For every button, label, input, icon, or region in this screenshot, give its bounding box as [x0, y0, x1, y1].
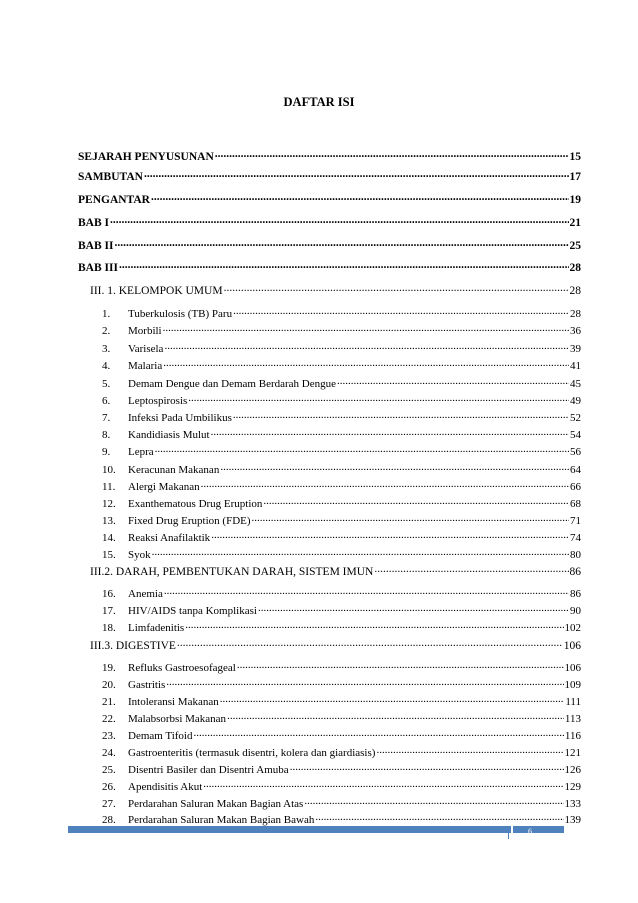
toc-item-label: Anemia: [128, 588, 163, 600]
toc-entry-sejarah[interactable]: [78, 148, 581, 163]
toc-item-page: 121: [564, 747, 581, 759]
toc-item-page: 129: [564, 781, 581, 793]
toc-item-label: Keracunan Makanan: [128, 464, 220, 476]
toc-entry-page: 28: [569, 261, 581, 274]
toc-item[interactable]: [102, 762, 581, 776]
toc-item-label: Demam Tifoid: [128, 730, 193, 742]
toc-item[interactable]: [102, 728, 581, 742]
toc-item-page: 36: [570, 325, 581, 337]
toc-item[interactable]: [102, 323, 581, 337]
toc-section-digestive[interactable]: [90, 637, 581, 652]
toc-item-number: 16.: [102, 588, 116, 600]
toc-entry-pengantar[interactable]: [78, 191, 581, 206]
toc-item-label: Perdarahan Saluran Makan Bagian Bawah: [128, 814, 315, 826]
toc-item-number: 9.: [102, 446, 111, 458]
toc-item-page: 139: [564, 814, 581, 826]
toc-item[interactable]: [102, 711, 581, 725]
toc-item-page: 54: [570, 429, 581, 441]
toc-item-page: 90: [570, 605, 581, 617]
toc-item[interactable]: [102, 427, 581, 441]
toc-item-page: 80: [570, 549, 581, 561]
toc-item-page: 52: [570, 412, 581, 424]
toc-item-number: 20.: [102, 679, 116, 691]
toc-item-number: 10.: [102, 464, 116, 476]
toc-item-page: 109: [564, 679, 581, 691]
toc-item-page: 68: [570, 498, 581, 510]
toc-item[interactable]: [102, 660, 581, 674]
toc-item-label: HIV/AIDS tanpa Komplikasi: [128, 605, 257, 617]
toc-item[interactable]: [102, 479, 581, 493]
toc-item-label: Lepra: [128, 446, 154, 458]
toc-item[interactable]: [102, 496, 581, 510]
toc-entry-page: 17: [569, 170, 581, 183]
toc-item-number: 3.: [102, 343, 111, 355]
toc-item-number: 5.: [102, 378, 111, 390]
toc-entry-page: 25: [569, 239, 581, 252]
toc-item[interactable]: [102, 513, 581, 527]
toc-item-label: Alergi Makanan: [128, 481, 200, 493]
toc-item-number: 27.: [102, 798, 116, 810]
toc-item-number: 8.: [102, 429, 111, 441]
toc-item-number: 23.: [102, 730, 116, 742]
toc-item[interactable]: [102, 376, 581, 390]
toc-item-label: Malabsorbsi Makanan: [128, 713, 227, 725]
toc-item-number: 25.: [102, 764, 116, 776]
toc-item-number: 1.: [102, 308, 111, 320]
toc-item-label: Leptospirosis: [128, 395, 188, 407]
toc-section-page: 86: [569, 565, 581, 578]
toc-item-number: 13.: [102, 515, 116, 527]
toc-entry-label: BAB I: [78, 216, 109, 229]
toc-item-number: 22.: [102, 713, 116, 725]
toc-item-page: 113: [564, 713, 581, 725]
toc-item-label: Tuberkulosis (TB) Paru: [128, 308, 233, 320]
toc-item-label: Fixed Drug Eruption (FDE): [128, 515, 251, 527]
toc-item[interactable]: [102, 745, 581, 759]
toc-item-number: 17.: [102, 605, 116, 617]
toc-item-label: Perdarahan Saluran Makan Bagian Atas: [128, 798, 304, 810]
toc-item[interactable]: [102, 796, 581, 810]
footer-tick: [508, 833, 509, 839]
toc-item-label: Malaria: [128, 360, 163, 372]
toc-item-label: Gastritis: [128, 679, 166, 691]
toc-item[interactable]: [102, 306, 581, 320]
toc-item[interactable]: [102, 694, 581, 708]
toc-item[interactable]: [102, 812, 581, 826]
page-title: DAFTAR ISI: [283, 95, 355, 109]
footer-separator: [511, 826, 513, 838]
toc-item-page: 111: [565, 696, 581, 708]
toc-item[interactable]: [102, 677, 581, 691]
toc-item-page: 56: [570, 446, 581, 458]
toc-entry-bab-3[interactable]: [78, 259, 581, 274]
toc-entry-label: BAB III: [78, 261, 118, 274]
toc-item-label: Infeksi Pada Umbilikus: [128, 412, 232, 424]
toc-entry-label: SAMBUTAN: [78, 170, 143, 183]
toc-item-page: 64: [570, 464, 581, 476]
footer-bar: [68, 826, 564, 833]
toc-item-label: Intoleransi Makanan: [128, 696, 219, 708]
toc-section-kelompok-umum[interactable]: [90, 282, 581, 297]
toc-section-page: 28: [569, 284, 581, 297]
toc-item-number: 15.: [102, 549, 116, 561]
toc-item[interactable]: [102, 603, 581, 617]
toc-item[interactable]: [102, 586, 581, 600]
toc-item-page: 49: [570, 395, 581, 407]
toc-item-page: 66: [570, 481, 581, 493]
toc-item-page: 39: [570, 343, 581, 355]
toc-entry-label: BAB II: [78, 239, 114, 252]
toc-item[interactable]: [102, 341, 581, 355]
toc-item-number: 19.: [102, 662, 116, 674]
toc-item-number: 12.: [102, 498, 116, 510]
toc-item-label: Morbili: [128, 325, 162, 337]
toc-entry-page: 15: [569, 150, 581, 163]
toc-item-page: 28: [570, 308, 581, 320]
toc-item-page: 45: [570, 378, 581, 390]
toc-item-page: 133: [564, 798, 581, 810]
toc-entry-bab-1[interactable]: [78, 214, 581, 229]
toc-item-number: 28.: [102, 814, 116, 826]
toc-item-label: Reaksi Anafilaktik: [128, 532, 211, 544]
toc-item-label: Apendisitis Akut: [128, 781, 203, 793]
toc-entry-bab-2[interactable]: [78, 237, 581, 252]
toc-entry-label: PENGANTAR: [78, 193, 150, 206]
page-number: 6: [528, 827, 532, 836]
toc-item-number: 6.: [102, 395, 111, 407]
toc-item-label: Kandidiasis Mulut: [128, 429, 210, 441]
toc-section-label: III.2. DARAH, PEMBENTUKAN DARAH, SISTEM IMUN: [90, 565, 374, 578]
toc-section-darah[interactable]: [90, 563, 581, 578]
toc-entry-sambutan[interactable]: [78, 168, 581, 183]
toc-item[interactable]: [102, 530, 581, 544]
toc-item[interactable]: [102, 358, 581, 372]
toc-item-number: 11.: [102, 481, 116, 493]
toc-item-label: Varisela: [128, 343, 164, 355]
toc-entry-label: SEJARAH PENYUSUNAN: [78, 150, 214, 163]
toc-entry-page: 19: [569, 193, 581, 206]
toc-item[interactable]: [102, 462, 581, 476]
toc-item-number: 21.: [102, 696, 116, 708]
toc-item-label: Gastroenteritis (termasuk disentri, kolera dan giardiasis): [128, 747, 376, 759]
toc-item-page: 116: [564, 730, 581, 742]
toc-item-number: 4.: [102, 360, 111, 372]
toc-item-number: 24.: [102, 747, 116, 759]
toc-item-page: 71: [570, 515, 581, 527]
toc-item[interactable]: [102, 393, 581, 407]
toc-item-number: 2.: [102, 325, 111, 337]
toc-item-page: 41: [570, 360, 581, 372]
toc-item-label: Demam Dengue dan Demam Berdarah Dengue: [128, 378, 337, 390]
toc-item-label: Refluks Gastroesofageal: [128, 662, 236, 674]
toc-item-number: 18.: [102, 622, 116, 634]
toc-item-label: Exanthematous Drug Eruption: [128, 498, 263, 510]
toc-section-label: III.3. DIGESTIVE: [90, 639, 176, 652]
toc-item-label: Limfadenitis: [128, 622, 185, 634]
toc-item[interactable]: [102, 444, 581, 458]
toc-item-label: Disentri Basiler dan Disentri Amuba: [128, 764, 289, 776]
toc-section-page: 106: [563, 639, 581, 652]
toc-item[interactable]: [102, 547, 581, 561]
toc-item-page: 106: [564, 662, 581, 674]
toc-item[interactable]: [102, 410, 581, 424]
toc-item-number: 26.: [102, 781, 116, 793]
toc-section-label: III. 1. KELOMPOK UMUM: [90, 284, 223, 297]
toc-item[interactable]: [102, 779, 581, 793]
toc-item-number: 7.: [102, 412, 111, 424]
toc-entry-page: 21: [569, 216, 581, 229]
toc-item-label: Syok: [128, 549, 151, 561]
toc-item-number: 14.: [102, 532, 116, 544]
toc-item-page: 74: [570, 532, 581, 544]
toc-item-page: 102: [564, 622, 581, 634]
toc-item-page: 86: [570, 588, 581, 600]
toc-item[interactable]: [102, 620, 581, 634]
toc-item-page: 126: [564, 764, 581, 776]
